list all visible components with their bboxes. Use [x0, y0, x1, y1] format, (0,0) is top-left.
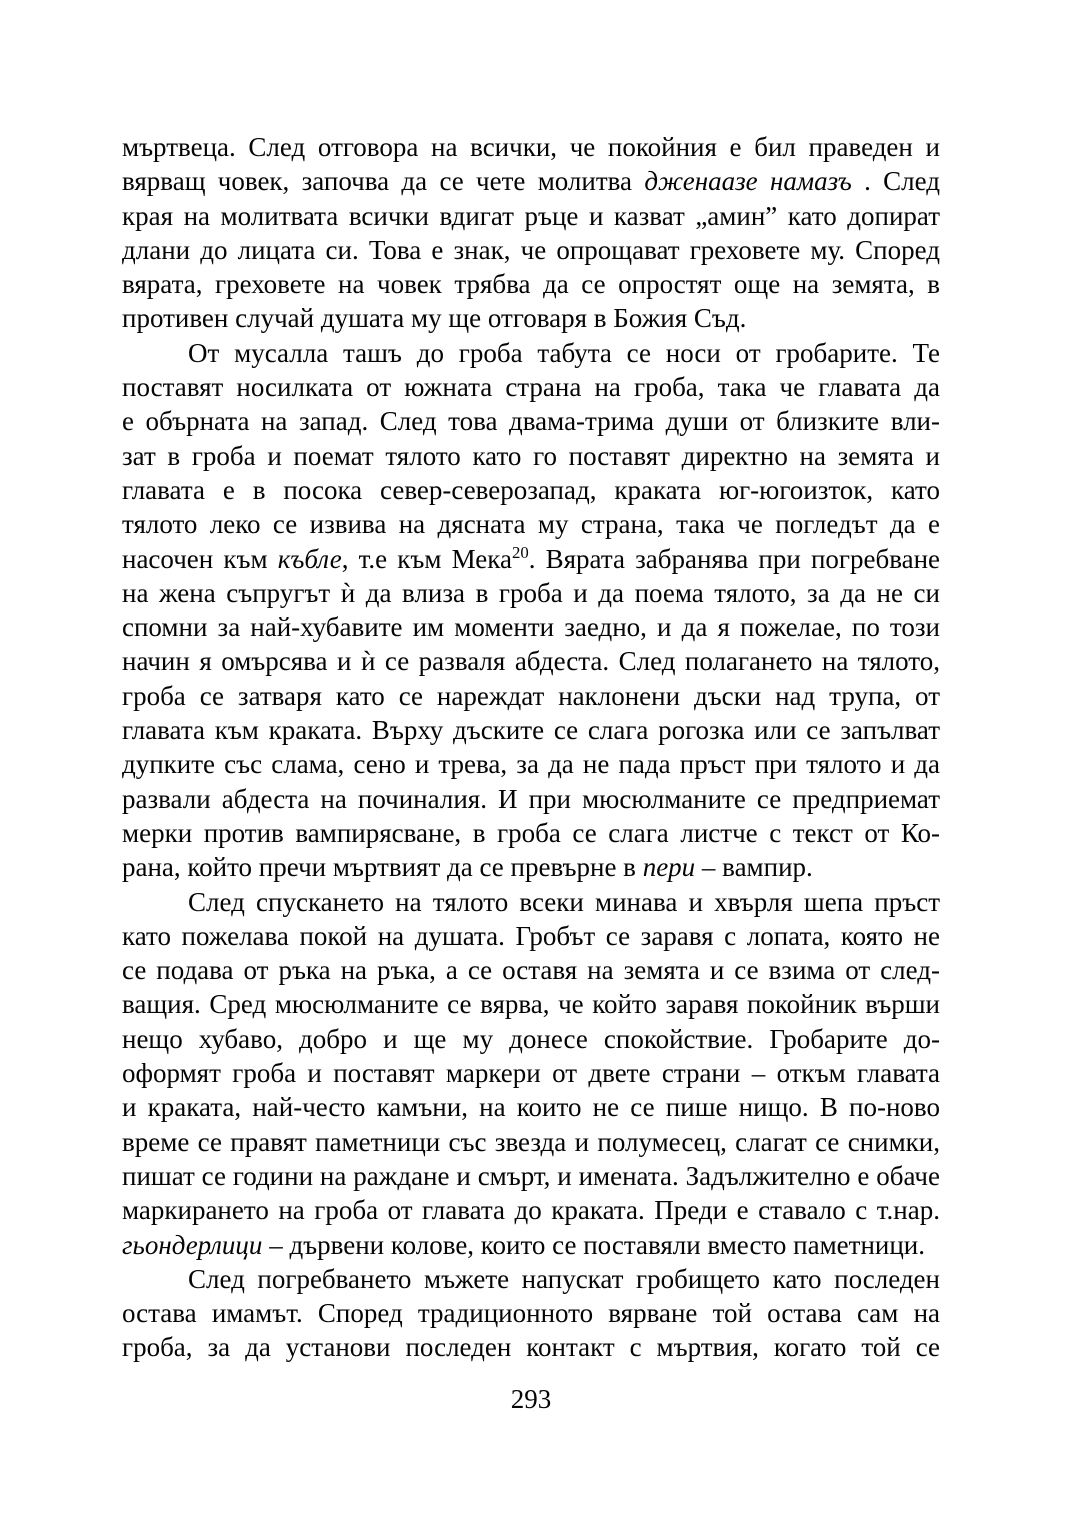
text-line [122, 850, 940, 884]
text-line [122, 404, 940, 438]
text-line [122, 713, 940, 747]
text-run: След спускането на тялото всеки минава и хвърля шепа пръст [188, 886, 940, 917]
page-number: 293 [510, 1384, 552, 1414]
text-line [122, 1056, 940, 1090]
text-line [122, 576, 940, 610]
text-run: гьондерлици [122, 1229, 263, 1260]
paragraph [122, 336, 940, 885]
text-run: главата е в посока север-северозапад, краката юг-югоизток, като [122, 474, 940, 505]
text-line [122, 1090, 940, 1124]
text-line [122, 1159, 940, 1193]
text-run: . Вярата забранява при погребване [528, 543, 940, 574]
text-run: противен случай душата му ще отговаря в Божия Съд. [122, 303, 747, 334]
text-run: е обърната на запад. След това двама-трима души от близките вли- [122, 406, 940, 437]
text-run: – вампир. [695, 852, 813, 883]
text-line [122, 1022, 940, 1056]
text-line [122, 267, 940, 301]
text-line [122, 336, 940, 370]
text-run: мерки против вампирясване, в гроба се слага листче с текст от Ко- [122, 817, 940, 848]
text-line [122, 301, 940, 335]
text-line [122, 130, 940, 164]
text-line [122, 542, 940, 576]
text-run: насочен към [122, 543, 278, 574]
text-line [122, 782, 940, 816]
text-run: време се правят паметници със звезда и полумесец, слагат се снимки, [122, 1126, 940, 1157]
text-line [122, 1296, 940, 1330]
text-run: поставят носилката от южната страна на гроба, така че главата да [122, 372, 940, 403]
text-run: пишат се години на раждане и смърт, и имената. Задължително е обаче [122, 1160, 940, 1191]
text-run: на жена съпругът ѝ да влиза в гроба и да поема тялото, за да не си [122, 577, 940, 608]
text-run: дженаазе намазъ [644, 166, 852, 197]
text-line [122, 439, 940, 473]
text-run: вярващ човек, започва да се чете молитва [122, 166, 645, 197]
text-run: дупките със слама, сено и трева, за да не пада пръст при тялото и да [122, 749, 940, 780]
text-line [122, 747, 940, 781]
text-run: нещо хубаво, добро и ще му донесе спокойствие. Гробарите до- [122, 1023, 940, 1054]
text-run: мъртвеца. След отговора на всички, че покойния е бил праведен и [122, 132, 940, 162]
text-line [122, 1330, 940, 1364]
text-run: главата към краката. Върху дъските се слага рогозка или се запълват [122, 715, 940, 746]
footnote-reference: 20 [511, 542, 529, 562]
text-run: . След [851, 166, 940, 197]
text-line [122, 1262, 940, 1296]
text-run: оформят гроба и поставят маркери от двете страни – откъм главата [122, 1058, 940, 1089]
paragraph [122, 1262, 940, 1365]
text-run: – дървени колове, които се поставяли вместо паметници. [262, 1229, 925, 1260]
text-line [122, 233, 940, 267]
text-line [122, 679, 940, 713]
text-run: тялото леко се извива на дясната му страна, така че погледът да е [122, 509, 940, 540]
text-run: , т.е към Мека [341, 543, 512, 574]
text-run: зат в гроба и поемат тялото като го поставят директно на земята и [122, 440, 940, 471]
paragraph [122, 885, 940, 1262]
text-run: От мусалла ташъ до гроба табута се носи от гробарите. Те [188, 337, 940, 368]
text-run: края на молитвата всички вдигат ръце и казват „амин” като допират [122, 200, 940, 231]
text-run: остава имамът. Според традиционното вярване той остава сам на [122, 1298, 940, 1329]
paragraph [122, 130, 940, 336]
text-run: къбле [277, 543, 342, 574]
text-line [122, 1125, 940, 1159]
text-run: рана, който пречи мъртвият да се превърне в [122, 852, 643, 883]
text-run: и краката, най-често камъни, на които не се пише нищо. В по-ново [122, 1092, 940, 1123]
text-run: ващия. Сред мюсюлманите се вярва, че който заравя покойник върши [122, 989, 940, 1020]
text-block [122, 130, 940, 1365]
text-run: вярата, греховете на човек трябва да се опростят още на земята, в [122, 269, 940, 300]
text-line [122, 816, 940, 850]
text-line [122, 610, 940, 644]
text-run: развали абдеста на починалия. И при мюсюлманите се предприемат [122, 783, 940, 814]
text-run: спомни за най-хубавите им моменти заедно, и да я пожелае, по този [122, 612, 940, 643]
text-line [122, 370, 940, 404]
text-line [122, 507, 940, 541]
text-run: се подава от ръка на ръка, а се оставя на земята и се взима от след- [122, 955, 940, 986]
text-run: начин я омърсява и ѝ се разваля абдеста. След полагането на тялото, [122, 646, 940, 677]
text-run: След погребването мъжете напускат гробището като последен [188, 1263, 940, 1294]
text-run: маркирането на гроба от главата до краката. Преди е ставало с т.нар. [122, 1195, 940, 1226]
text-line [122, 885, 940, 919]
text-run: пери [642, 852, 696, 883]
text-line [122, 987, 940, 1021]
text-run: като пожелава покой на душата. Гробът се заравя с лопата, която не [122, 920, 940, 951]
text-line [122, 1193, 940, 1227]
text-run: длани до лицата си. Това е знак, че опрощават греховете му. Според [122, 234, 940, 265]
text-line [122, 1228, 940, 1262]
text-line [122, 199, 940, 233]
text-line [122, 164, 940, 198]
text-line [122, 919, 940, 953]
text-run: гроба, за да установи последен контакт с мъртвия, когато той се [122, 1332, 940, 1363]
text-line [122, 473, 940, 507]
text-line [122, 644, 940, 678]
text-run: гроба се затваря като се нареждат наклонени дъски над трупа, от [122, 680, 940, 711]
text-line [122, 953, 940, 987]
